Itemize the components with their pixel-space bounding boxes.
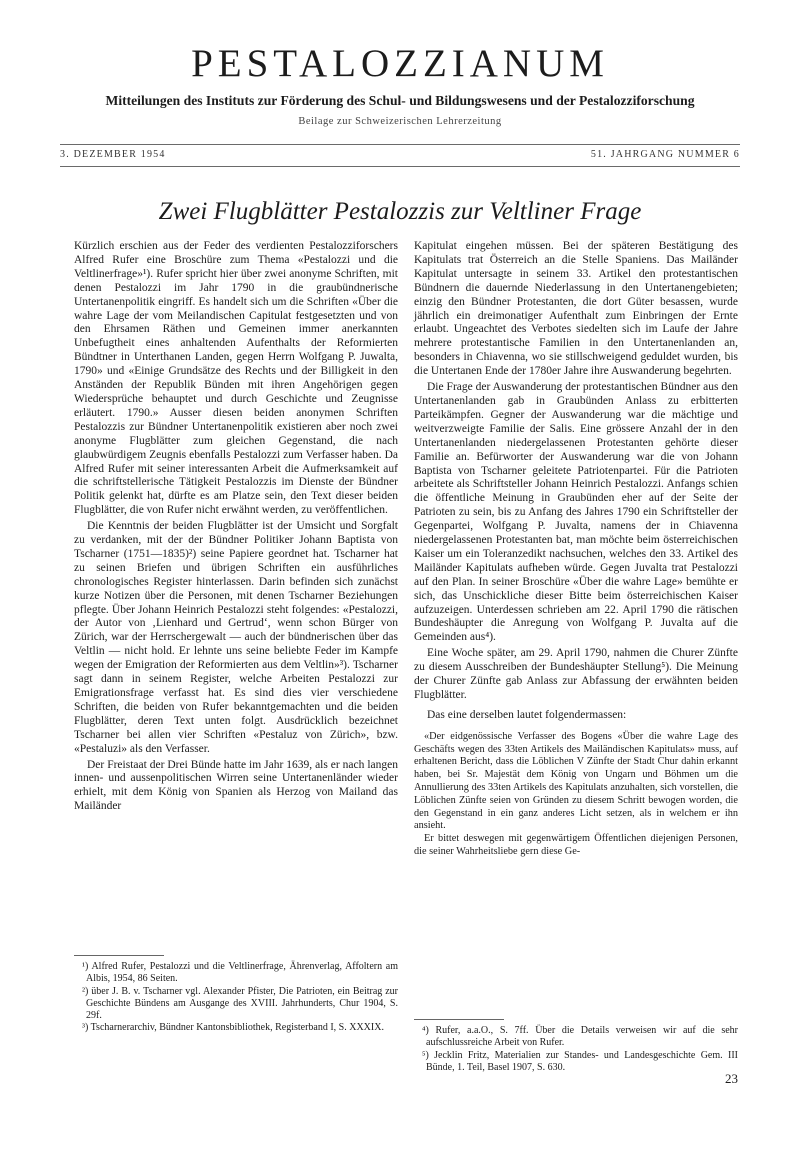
article-paragraph: Der Freistaat der Drei Bünde hatte im Jahr 1639, als er nach langen innen- und aussenpolitischen Wirren seine Untertanenländer wieder erhielt, mit dem König von Spanien als Herzog von Mailand das Mailänder <box>74 758 398 813</box>
footnote: ⁴) Rufer, a.a.O., S. 7ff. Über die Details verweisen wir auf die sehr aufschlussreiche Arbeit von Rufer. <box>422 1025 738 1049</box>
footnote-rule <box>74 955 164 956</box>
article-paragraph: Kürzlich erschien aus der Feder des verdienten Pestalozziforschers Alfred Rufer eine Broschüre zum Thema «Pestalozzi und die Veltlinerfrage»¹). Rufer spricht hier über zwei anonyme Schriften, mit denen Pestalozzi im Jahr 1790 in die graubündnerische Untertanenpolitik eingriff. Es handelt sich um die Schriften «Über die wahre Lage der vom Meilandischen Capitulat festgesetzten und von den Ehrsamen Räthen und Gemeinen immer anerkannten Unbefugtheit eines anhaltenden Aufenthalts der Reformierten Bündtner in Unterthanen Landen, gegen Herrn Wolfgang P. Juwalta, 1790» und «Einige Grundsätze des Rechts und der Billigkeit in den Anständen der Republik Bünden mit ihren Angehörigen gegen Wiedersprüche behauptet und durch Geschichte und Zeugnisse erläutert. 1790.» Ausser diesen beiden anonymen Schriften Pestalozzis zur Bündner Untertanenpolitik existieren aber noch zwei anonyme Flugblätter zum gleichen Gegenstand, die nach glaubwürdigem Zeugnis ebenfalls Pestalozzi zum Verfasser haben. Da Alfred Rufer mit seiner interessanten Arbeit die Aufmerksamkeit auf die schriftstellerische Tätigkeit Pestalozzis im Dienste der Bündner Politik gelenkt hat, dürfte es am Platze sein, den Text dieser beiden Flugblätter, die von Rufer nicht erwähnt werden, zu veröffentlichen. <box>74 240 398 517</box>
footnote: ⁵) Jecklin Fritz, Materialien zur Standes- und Landesgeschichte Gem. III Bünde, 1. Teil, Basel 1907, S. 630. <box>422 1049 738 1073</box>
footnote: ³) Tscharnerarchiv, Bündner Kantonsbibliothek, Registerband I, S. XXXIX. <box>82 1022 384 1034</box>
article-paragraph: Kapitulat eingehen müssen. Bei der späteren Bestätigung des Kapitulats trat Österreich an die Stelle Spaniens. Das Mailänder Kapitulat untersagte in seinem 33. Artikel den protestantischen Bündnern die dauernde Niederlassung in den Untertanengebieten; einzig den Bündner Protestanten, die dort Güter besassen, wurde jährlich ein dreimonatiger Aufenthalt zum Einbringen der Ernte erlaubt. Ungeachtet des Verbotes siedelten sich im Laufe der Jahre mehrere protestantische Familien in den Untertanenlanden an, besonders in Chiavenna, wo sie stillschweigend geduldet wurden, bis die Untertanen Ende der 1780er Jahre ihre Auswanderung begehrten. <box>414 240 738 378</box>
quote-paragraph: Er bittet deswegen mit gegenwärtigem Öffentlichen diejenigen Personen, die seiner Wahrheitsliebe gern diese Ge- <box>414 833 738 857</box>
article-column-right <box>414 240 738 859</box>
article-paragraph: Die Frage der Auswanderung der protestantischen Bündner aus den Untertanenlanden gab in Graubünden Anlass zu erbitterten Parteikämpfen. Gegner der Auswanderung war die mächtige und weitverzweigte Familie der Salis. Eine grössere Anzahl der in den Untertanenlanden niedergelassenen Protestanten gehörte dieser Familie an. Befürworter der Auswanderung war die von Johann Baptista von Tscharner geleitete Patriotenpartei. Für die Patrioten arbeitete als Schriftsteller Johann Heinrich Pestalozzi. Anfangs schien die öffentliche Meinung in Graubünden eher auf der Seite der Patrioten zu sein, bis zu Anfang des Jahres 1790 ein Schriftsteller der Gegenpartei, Wolfgang P. Juvalta, namens der in Chiavenna niedergelassenen Protestanten bat, man möchte beim österreichischen Kaiser um ein Toleranzedikt nachsuchen, welches den 33. Artikel des Mailänder Kapitulats aufheben würde. Gegen Juvalta trat Pestalozzi auf den Plan. In seiner Broschüre «Über die wahre Lage» bemühte er sich, das Unschickliche dieser Bitte beim österreichischen Kaiser aufzuzeigen. Unterdessen schrieben am 22. April 1790 die rätischen Bundeshäupter die Anregung von Wolfgang P. Juvalta auf die Gemeinden aus⁴). <box>414 381 738 644</box>
footnotes-right <box>414 1025 738 1074</box>
publication-supplement: Beilage zur Schweizerischen Lehrerzeitung <box>298 116 502 127</box>
quote-paragraph: «Der eidgenössische Verfasser des Bogens «Über die wahre Lage des Geschäfts wegen des 33ten Artikels des Mailändischen Kapitulats» muss, auf erhaltenen Bericht, dass die Löblichen V Zünfte der Stadt Chur dahin erkannt haben, bei Sr. Majestät dem König von Ungarn und Böhmen um die Annullierung des 33ten Artikels des Kapitulats anzuhalten, sich vorstellen, die Löblichen Zünfte seien von Gründen zu diesem Schritt bewogen worden, die den Gegenstand in ein ganz anderes Licht setzen, als in welchem er ihn ansieht. <box>414 730 738 832</box>
masthead <box>60 40 740 129</box>
issue-volume: 51. JAHRGANG NUMMER 6 <box>590 149 740 160</box>
article-column-left <box>74 240 398 814</box>
publication-subtitle: Mitteilungen des Instituts zur Förderung des Schul- und Bildungswesens und der Pestalozziforschung <box>105 93 695 108</box>
page-number: 23 <box>725 1071 738 1086</box>
footnote: ¹) Alfred Rufer, Pestalozzi und die Veltlinerfrage, Ährenverlag, Affoltern am Albis, 1954, 86 Seiten. <box>82 961 398 985</box>
header-rule-top <box>60 144 740 145</box>
article-paragraph: Eine Woche später, am 29. April 1790, nahmen die Churer Zünfte zu diesem Ausschreiben der Bundeshäupter Stellung⁵). Die Meinung der Churer Zünfte gab Anlass zur Abfassung der erwähnten beiden Flugblätter. <box>414 647 738 701</box>
footnotes-left <box>74 961 398 1035</box>
header-rule-bottom <box>60 166 740 167</box>
footnote: ²) über J. B. v. Tscharner vgl. Alexander Pfister, Die Patrioten, ein Beitrag zur Geschichte Bündens am Ausgange des XVIII. Jahrhunderts, Chur 1904, S. 29f. <box>82 985 398 1022</box>
article-paragraph: Die Kenntnis der beiden Flugblätter ist der Umsicht und Sorgfalt zu verdanken, mit der der Bündner Politiker Johann Baptista von Tscharner (1751—1835)²) seine Papiere geordnet hat. Tscharner hat zu seinen Briefen und übrigen Schriften ein ausführliches chronologisches Register hinterlassen. Darin befinden sich zunächst kurze Notizen über die Personen, mit denen Tscharner Beziehungen pflegte. Über Johann Heinrich Pestalozzi steht folgendes: «Pestalozzi, der Autor von ‚Lienhard und Gertrud‘, wenn schon Bürger von Zürich, war der Herrschergewalt — auch der bündnerischen über das Veltlin — nicht hold. Er lehnte uns seine beliebte Feder im Kampfe wegen der Emigration der Reformierten aus dem Veltlin»³). Tscharner sagt dann in seinem Register, welche Arbeiten Pestalozzi zur Emigrationsfrage verfasst hat. Es sind dies vier verschiedene Schriften, die beiden von Rufer bekanntgemachten und die beiden Flugblätter, deren Text unten folgt. Ausdrücklich bezeichnet Tscharner bei allen vier Schriften «Pestaluz von Zürich», bzw. «Pestaluzi» als den Verfasser. <box>74 520 398 755</box>
article-title: Zwei Flugblätter Pestalozzis zur Veltliner Frage <box>158 198 642 225</box>
quote-intro: Das eine derselben lautet folgendermassen: <box>427 708 627 721</box>
publication-title: PESTALOZZIANUM <box>191 42 609 85</box>
flugblatt-quote <box>414 731 738 859</box>
footnote-rule <box>414 1019 504 1020</box>
issue-line <box>60 149 740 163</box>
issue-date: 3. DEZEMBER 1954 <box>60 149 166 160</box>
